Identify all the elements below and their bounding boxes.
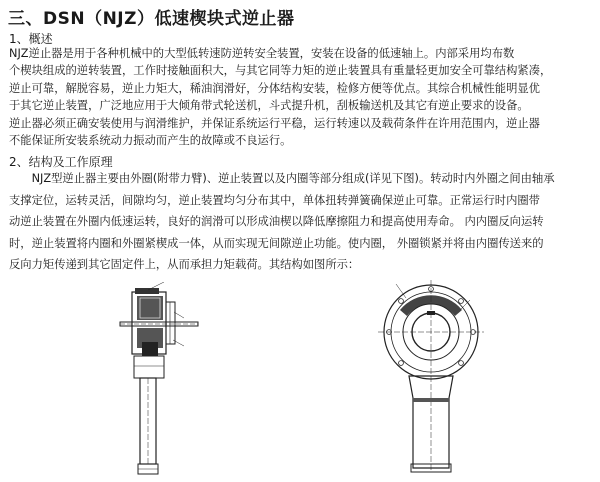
paragraph-line: 反向力矩传递到其它固定件上，从而承担力矩载荷。其结构如图所示：	[9, 258, 360, 271]
front-view-drawing	[376, 280, 486, 478]
section-2-body	[9, 168, 595, 276]
section-1-heading: 1、概述	[9, 32, 53, 46]
paragraph-line: NJZ逆止器是用于各种机械中的大型低转速防逆转安全装置，安装在设备的低速轴上。内部采用均布数	[9, 47, 515, 60]
section-1-body	[9, 45, 593, 149]
paragraph-line: 支撑定位，运转灵活，间隙均匀，逆止装置均匀分布其中，单体扭转弹簧确保逆止可靠。正常运行时内圈带	[9, 193, 540, 207]
paragraph-line: 个楔块组成的逆转装置，工作时接触面积大，与其它同等力矩的逆止装置具有重量轻更加安全可靠结构紧凑，	[9, 64, 552, 78]
document-title: 三、DSN（NJZ）低速楔块式逆止器	[8, 9, 295, 29]
paragraph-line: NJZ型逆止器主要由外圈(附带力臂)、逆止装置以及内圈等部分组成(详见下图)。转动时内外圈之间由轴承	[9, 172, 555, 185]
paragraph-line: 动逆止装置在外圈内低速运转，良好的润滑可以形成油楔以降低摩擦阻力和提高使用寿命。 内内圈反向运转	[9, 215, 544, 228]
paragraph-line: 于其它逆止装置，广泛地应用于大倾角带式轮送机，斗式提升机，刮板输送机及其它有逆止要求的设备。	[9, 99, 529, 113]
section-2-heading: 2、结构及工作原理	[9, 155, 113, 169]
paragraph-line: 逆止器必须正确安装使用与润滑维护，并保证系统运行平稳，运行转速以及载荷条件在许用范围内，逆止器	[9, 116, 540, 130]
paragraph-line: 不能保证所安装系统动力振动而产生的故障或不良运行。	[9, 134, 292, 148]
side-section-drawing	[118, 282, 200, 478]
paragraph-line: 时，逆止装置将内圈和外圈紧楔成一体，从而实现无间隙逆止功能。使内圈， 外圈锁紧并将由内圈传送来的	[9, 236, 544, 250]
paragraph-line: 逆止可靠，解脱容易，逆止力矩大，稀油润滑好，分体结构安装，检修方便等优点。其综合机械性能明显优	[9, 81, 540, 95]
